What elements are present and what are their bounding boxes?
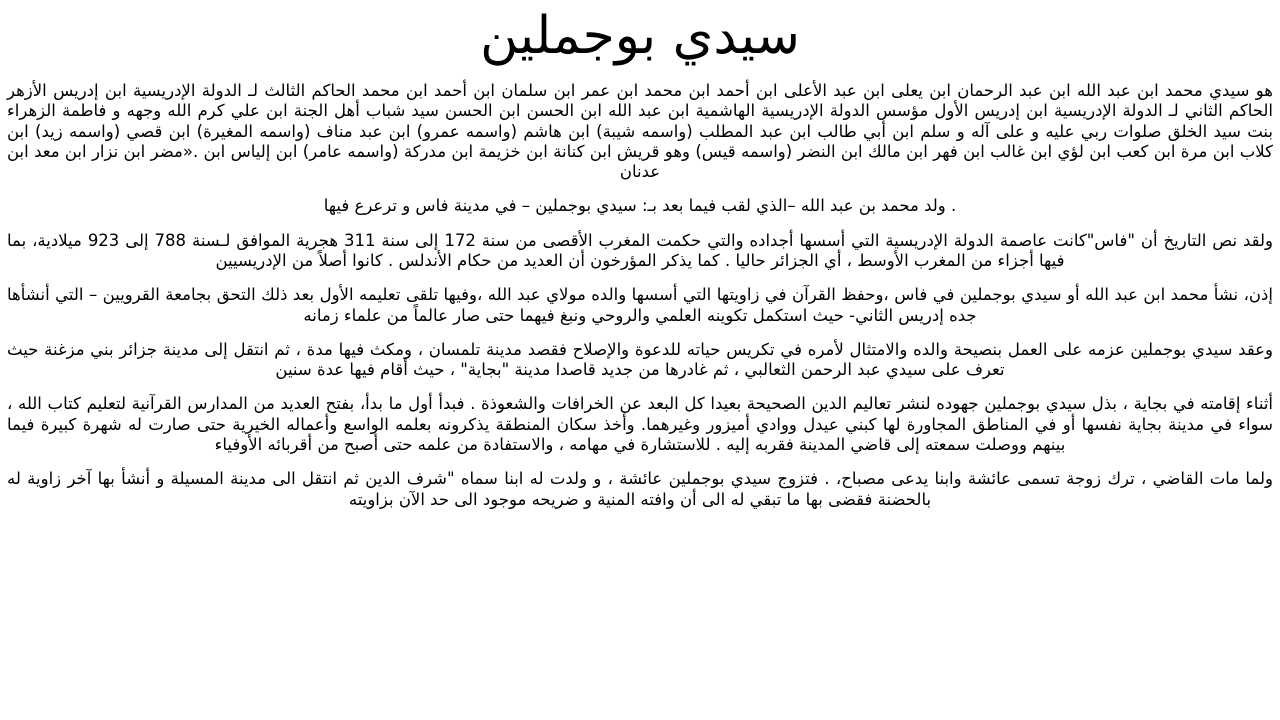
body-text — [7, 81, 1273, 510]
page-title: سيدي بوجملين — [480, 6, 800, 66]
paragraph-travels: وعقد سيدي بوجملين عزمه على العمل بنصيحة والده والامتثال لأمره في تكريس حياته للدعوة والإصلاح فقصد مدينة تلمسان ، ومكث فيها مدة ، ثم انتقل إلى مدينة جزائر بني مزغنة حيث تعرف على سيدي عبد الرحمن الثعالبي ، ثم غادرها من جديد قاصدا مدينة "بجاية" ، حيث أقام فيها عدة سنين — [7, 339, 1273, 380]
paragraph-lineage: هو سيدي محمد ابن عبد الله ابن عبد الرحمان ابن يعلى ابن عبد الأعلى ابن أحمد ابن محمد ابن عمر ابن سلمان ابن أحمد ابن محمد الحاكم الثالث لـ الدولة الإدريسية ابن إدريس الأزهر الحاكم الثاني لـ الدولة الإدريسية ابن إدريس الأول مؤسس الدولة الإدريسية الهاشمية ابن عبد الله ابن الحسن ابن الحسن سيد شباب أهل الجنة ابن علي كرم الله وجهه و فاطمة الزهراء بنت سيد الخلق صلوات ربي عليه و على آله و سلم ابن أبي طالب ابن عبد المطلب (واسمه شيبة) ابن هاشم (واسمه عمرو) ابن عبد مناف (واسمه المغيرة) ابن قصي (واسمه زيد) ابن كلاب ابن مرة ابن كعب ابن لؤي ابن غالب ابن فهر ابن مالك ابن النضر (واسمه قيس) وهو قريش ابن كنانة ابن خزيمة ابن مدركة (واسمه عامر) ابن إلياس ابن .«مضر ابن نزار ابن معد ابن عدنان — [7, 81, 1273, 182]
paragraph-marriage-death: ولما مات القاضي ، ترك زوجة تسمى عائشة وابنا يدعى مصباح، . فتزوج سيدي بوجملين عائشة ، و ولدت له ابنا سماه "شرف الدين ثم انتقل الى مدينة المسيلة و أنشأ بها آخر زاوية له بالحضنة فقضى بها ما تبقي له الى أن وافته المنية و ضريحه موجود الى حد الآن بزاويته — [7, 469, 1273, 509]
paragraph-education: إذن، نشأ محمد ابن عبد الله أو سيدي بوجملين في فاس ،وحفظ القرآن في زاويتها التي أسسها والده مولاي عبد الله ،وفيها تلقى تعليمه الأول بعد ذلك التحق بجامعة القرويين – التي أنشأها جده إدريس الثاني- حيث استكمل تكوينه العلمي والروحي ونبغ فيهما حتى صار عالماً من علماء زمانه — [7, 285, 1273, 325]
paragraph-bejaia-work: أثناء إقامته في بجاية ، بذل سيدي بوجملين جهوده لنشر تعاليم الدين الصحيحة بعيدا كل البعد عن الخرافات والشعوذة . فبدأ أول ما بدأ، بفتح العديد من المدارس القرآنية لتعليم كتاب الله ، سواء في مدينة بجاية نفسها أو في المناطق المجاورة لها كبني عيدل ووادي أميزور وغيرهما. وأخذ سكان المنطقة يذكرونه بعلمه الواسع وأعماله الخيرية حتى صارت له شهرة كبيرة فيما بينهم ووصلت سمعته إلى قاضي المدينة فقربه إليه . للاستشارة في مهامه ، والاستفادة من علمه حتى أصبح من أقربائه الأوفياء — [7, 394, 1273, 454]
paragraph-idrisid-history: ولقد نص التاريخ أن "فاس"كانت عاصمة الدولة الإدريسية التي أسسها أجداده والتي حكمت المغرب الأقصى من سنة 172 إلى سنة 311 هجرية الموافق لـسنة 788 إلى 923 ميلادية، بما فيها أجزاء من المغرب الأوسط ، أي الجزائر حاليا . كما يذكر المؤرخون أن العديد من حكام الأندلس . كانوا أصلاً من الإدريسيين — [7, 230, 1274, 270]
paragraph-birth: . ولد محمد بن عبد الله –الذي لقب فيما بعد بـ: سيدي بوجملين – في مدينة فاس و ترعرع فيها — [323, 196, 957, 216]
